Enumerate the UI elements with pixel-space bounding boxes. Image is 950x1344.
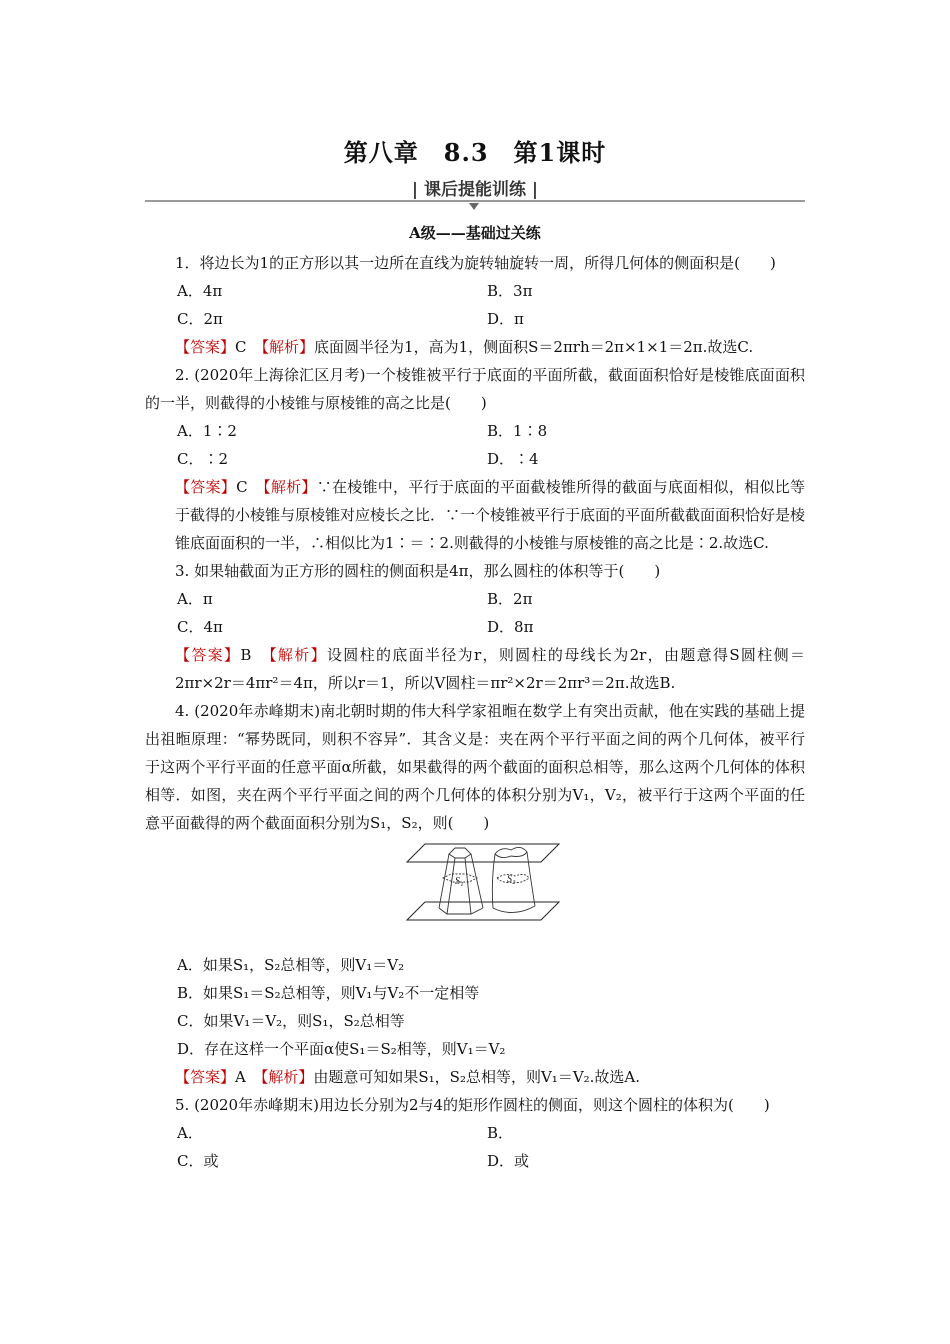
question-4-stem: 4. (2020年赤峰期末)南北朝时期的伟大科学家祖暅在数学上有突出贡献，他在实践的基础上提出祖暅原理：“幂势既同，则积不容异”．其含义是：夹在两个平行平面之间的两个几何体，被平行于这两个平行平面的任意平面α所截，如果截得的两个截面的面积总相等，那么这两个几何体的体积相等．如图，夹在两个平行平面之间的两个几何体的体积分别为V₁，V₂，被平行于这两个平面的任意平面截得的两个截面面积分别为S₁，S₂，则( ) [145,702,805,832]
page-title: 第八章 8.3 第1课时 [343,138,607,167]
analysis-text: 由题意可知如果S₁，S₂总相等，则V₁＝V₂.故选A. [313,1068,641,1086]
option-b: B． [487,1124,514,1142]
banner-label: | 课后提能训练 | [411,180,539,200]
question-3-options-row2 [145,613,805,641]
question-3-stem: 3. 如果轴截面为正方形的圆柱的侧面积是4π，那么圆柱的体积等于( ) [175,562,661,580]
analysis-tag: 【解析】 [261,338,315,356]
option-d: D．π [487,310,524,328]
section-banner [145,172,805,212]
analysis-tag: 【解析】 [260,1068,314,1086]
option-c: C．2π [177,310,223,328]
banner-divider [145,200,805,202]
option-a: A．如果S₁，S₂总相等，则V₁＝V₂ [177,956,405,974]
answer-value: C [236,478,248,496]
answer-value: A [235,1068,246,1086]
section-heading: A级——基础过关练 [409,224,541,242]
option-d: D．存在这样一个平面α使S₁＝S₂相等，则V₁＝V₂ [177,1040,506,1058]
answer-tag: 【答案】 [175,478,237,496]
option-d: D．∶4 [487,450,539,468]
question-5-stem: 5. (2020年赤峰期末)用边长分别为2与4的矩形作圆柱的侧面，则这个圆柱的体积为( ) [175,1096,770,1114]
question-3-answer [145,641,805,697]
figure-label-s2: S₂ [507,874,516,885]
analysis-tag: 【解析】 [263,478,317,496]
lower-plane [407,902,559,920]
question-list [145,249,805,1175]
question-1-stem: 1．将边长为1的正方形以其一边所在直线为旋转轴旋转一周，所得几何体的侧面积是( ) [175,254,776,272]
answer-tag: 【答案】 [175,338,236,356]
analysis-text: ∵在棱锥中，平行于底面的平面截棱锥所得的截面与底面相似，相似比等于截得的小棱锥与原棱锥对应棱长之比．∵一个棱锥被平行于底面的平面所截截面面积恰好是棱锥底面面积的一半，∴相似比为1∶＝∶2.则截得的小棱锥与原棱锥的高之比是∶2.故选C. [175,478,806,552]
figure-label-s1: S₁ [455,876,464,887]
option-a: A． [177,1124,203,1142]
question-3-options [145,585,805,613]
question-4-figure [145,839,805,949]
answer-tag: 【答案】 [175,646,241,664]
question-2-stem: 2. (2020年上海徐汇区月考)一个棱锥被平行于底面的平面所截，截面面积恰好是棱锥底面面积的一半，则截得的小棱锥与原棱锥的高之比是( ) [145,366,805,412]
option-d: D．8π [487,618,534,636]
question-4-answer [145,1063,805,1091]
option-b: B．3π [487,282,533,300]
question-1-options-row2 [145,305,805,333]
question-2-options-row2 [145,445,805,473]
option-b: B．1∶8 [487,422,548,440]
option-a: A．π [177,590,213,608]
question-5-options-row2 [145,1147,805,1175]
option-b: B．2π [487,590,533,608]
analysis-text: 底面圆半径为1，高为1，侧面积S＝2πrh＝2π×1×1＝2π.故选C. [314,338,754,356]
option-c: C．4π [177,618,223,636]
question-1-options [145,277,805,305]
option-c: C．如果V₁＝V₂，则S₁，S₂总相等 [177,1012,405,1030]
option-a: A．1∶2 [177,422,237,440]
option-d: D．或 [487,1152,530,1170]
triangle-down-icon [469,203,479,210]
question-2-answer [145,473,805,557]
question-1-answer [145,333,805,361]
analysis-tag: 【解析】 [269,646,327,664]
option-b: B．如果S₁＝S₂总相等，则V₁与V₂不一定相等 [177,984,480,1002]
option-a: A．4π [177,282,223,300]
question-2-options [145,417,805,445]
option-c: C．∶2 [177,450,229,468]
answer-value: B [240,646,252,664]
answer-value: C [235,338,247,356]
parallel-planes-diagram [403,842,563,946]
answer-tag: 【答案】 [175,1068,236,1086]
upper-plane [407,844,559,862]
analysis-text: 设圆柱的底面半径为r，则圆柱的母线长为2r，由题意得S圆柱侧＝2πr×2r＝4πr²＝4π，所以r＝1，所以V圆柱＝πr²×2r＝2πr³＝2π.故选B. [175,646,805,692]
question-5-options [145,1119,805,1147]
option-c: C．或 [177,1152,219,1170]
